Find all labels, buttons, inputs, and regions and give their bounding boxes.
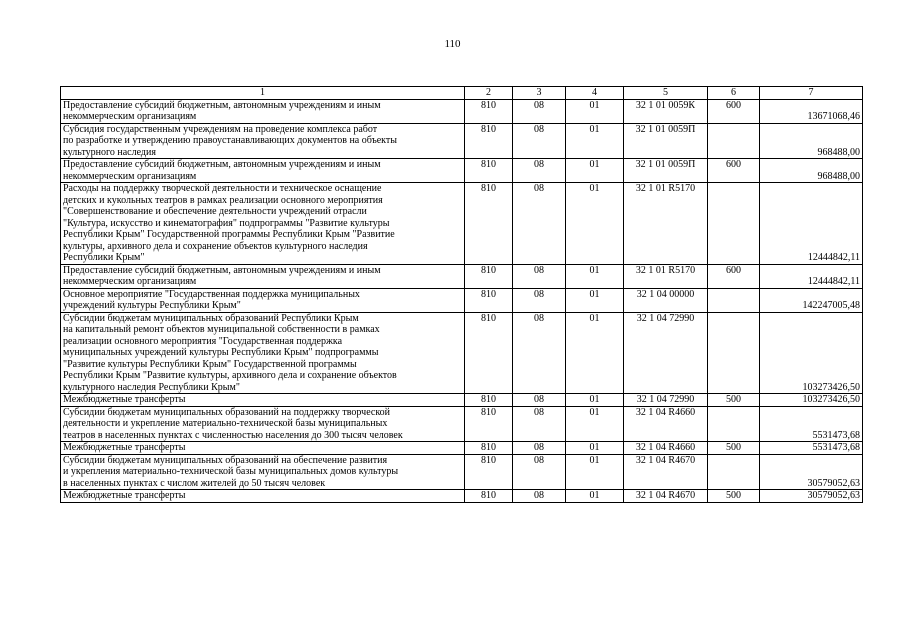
cell-col-5: 32 1 04 R4660: [624, 406, 708, 442]
cell-col-5: 32 1 04 R4670: [624, 490, 708, 503]
cell-name: Межбюджетные трансферты: [61, 442, 465, 455]
cell-col-7: 103273426,50: [760, 394, 863, 407]
header-col-7: 7: [760, 87, 863, 100]
cell-col-2: 810: [465, 490, 513, 503]
cell-col-4: 01: [566, 490, 624, 503]
cell-col-3: 08: [513, 406, 566, 442]
cell-col-7: 5531473,68: [760, 406, 863, 442]
table-row: [61, 123, 863, 159]
cell-col-7: 30579052,63: [760, 490, 863, 503]
cell-col-5: 32 1 04 R4660: [624, 442, 708, 455]
header-col-4: 4: [566, 87, 624, 100]
cell-col-6: [708, 288, 760, 312]
cell-col-7: 5531473,68: [760, 442, 863, 455]
cell-col-6: 500: [708, 490, 760, 503]
cell-col-6: 500: [708, 394, 760, 407]
cell-col-7: 142247005,48: [760, 288, 863, 312]
header-col-6: 6: [708, 87, 760, 100]
cell-col-7: 968488,00: [760, 159, 863, 183]
header-row: [61, 87, 863, 100]
cell-col-3: 08: [513, 123, 566, 159]
cell-col-7: 12444842,11: [760, 264, 863, 288]
cell-col-2: 810: [465, 183, 513, 265]
table-row: [61, 312, 863, 394]
cell-col-3: 08: [513, 490, 566, 503]
cell-col-4: 01: [566, 183, 624, 265]
cell-name: Расходы на поддержку творческой деятельности и техническое оснащение детских и кукольных театров в рамках реализации основного мероприятия "Совершенствование и обеспечение деятельности учреждений отрасли "Культура, искусство и кинематография" подпрограммы "Развитие культуры Республики Крым" Государственной программы Республики Крым "Развитие культуры, архивного дела и сохранение объектов культурного наследия Республики Крым": [61, 183, 465, 265]
cell-col-4: 01: [566, 312, 624, 394]
page-number: 110: [444, 38, 461, 50]
cell-col-3: 08: [513, 288, 566, 312]
table-row: [61, 99, 863, 123]
cell-col-5: 32 1 01 R5170: [624, 264, 708, 288]
cell-col-7: 13671068,46: [760, 99, 863, 123]
cell-col-7: 968488,00: [760, 123, 863, 159]
cell-col-4: 01: [566, 159, 624, 183]
cell-col-4: 01: [566, 264, 624, 288]
header-col-5: 5: [624, 87, 708, 100]
cell-col-2: 810: [465, 99, 513, 123]
cell-col-2: 810: [465, 454, 513, 490]
cell-col-3: 08: [513, 264, 566, 288]
table-row: [61, 490, 863, 503]
cell-col-4: 01: [566, 442, 624, 455]
cell-col-4: 01: [566, 406, 624, 442]
cell-col-4: 01: [566, 454, 624, 490]
cell-col-5: 32 1 04 00000: [624, 288, 708, 312]
cell-name: Основное мероприятие "Государственная поддержка муниципальных учреждений культуры Республики Крым": [61, 288, 465, 312]
cell-name: Субсидия государственным учреждениям на проведение комплекса работ по разработке и утверждению правоустанавливающих документов на объекты культурного наследия: [61, 123, 465, 159]
table-row: [61, 288, 863, 312]
cell-col-5: 32 1 01 0059П: [624, 123, 708, 159]
cell-col-3: 08: [513, 99, 566, 123]
cell-name: Предоставление субсидий бюджетным, автономным учреждениям и иным некоммерческим организациям: [61, 159, 465, 183]
cell-col-5: 32 1 01 R5170: [624, 183, 708, 265]
table-row: [61, 442, 863, 455]
cell-col-4: 01: [566, 123, 624, 159]
cell-col-5: 32 1 01 0059К: [624, 99, 708, 123]
table-row: [61, 159, 863, 183]
cell-name: Межбюджетные трансферты: [61, 490, 465, 503]
cell-col-6: 600: [708, 264, 760, 288]
table-row: [61, 264, 863, 288]
cell-col-4: 01: [566, 394, 624, 407]
table-row: [61, 394, 863, 407]
cell-name: Субсидии бюджетам муниципальных образований на обеспечение развития и укрепления материально-технической базы муниципальных домов культуры в населенных пунктах с числом жителей до 50 тысяч человек: [61, 454, 465, 490]
cell-col-3: 08: [513, 159, 566, 183]
cell-col-3: 08: [513, 312, 566, 394]
budget-table: [60, 86, 863, 503]
cell-col-7: 103273426,50: [760, 312, 863, 394]
cell-col-2: 810: [465, 442, 513, 455]
cell-col-6: [708, 123, 760, 159]
cell-col-2: 810: [465, 312, 513, 394]
table-row: [61, 454, 863, 490]
cell-col-6: [708, 454, 760, 490]
cell-col-6: [708, 312, 760, 394]
cell-col-2: 810: [465, 288, 513, 312]
cell-name: Предоставление субсидий бюджетным, автономным учреждениям и иным некоммерческим организациям: [61, 264, 465, 288]
cell-col-5: 32 1 04 72990: [624, 312, 708, 394]
cell-col-6: 600: [708, 159, 760, 183]
cell-col-6: [708, 406, 760, 442]
cell-col-5: 32 1 01 0059П: [624, 159, 708, 183]
cell-col-2: 810: [465, 406, 513, 442]
cell-name: Субсидии бюджетам муниципальных образований Республики Крым на капитальный ремонт объектов муниципальной собственности в рамках реализации основного мероприятия "Государственная поддержка муниципальных учреждений культуры Республики Крым" подпрограммы "Развитие культуры Республики Крым" Государственной программы Республики Крым "Развитие культуры, архивного дела и сохранение объектов культурного наследия Республики Крым": [61, 312, 465, 394]
cell-col-5: 32 1 04 72990: [624, 394, 708, 407]
cell-col-3: 08: [513, 394, 566, 407]
header-col-1: 1: [61, 87, 465, 100]
cell-col-6: 500: [708, 442, 760, 455]
cell-name: Предоставление субсидий бюджетным, автономным учреждениям и иным некоммерческим организациям: [61, 99, 465, 123]
cell-col-3: 08: [513, 183, 566, 265]
cell-col-5: 32 1 04 R4670: [624, 454, 708, 490]
cell-name: Межбюджетные трансферты: [61, 394, 465, 407]
cell-col-3: 08: [513, 454, 566, 490]
cell-col-7: 12444842,11: [760, 183, 863, 265]
table-row: [61, 406, 863, 442]
cell-col-2: 810: [465, 159, 513, 183]
cell-col-2: 810: [465, 264, 513, 288]
cell-col-6: 600: [708, 99, 760, 123]
cell-col-2: 810: [465, 394, 513, 407]
table-row: [61, 183, 863, 265]
cell-col-3: 08: [513, 442, 566, 455]
table-body: [61, 99, 863, 502]
cell-col-7: 30579052,63: [760, 454, 863, 490]
cell-col-2: 810: [465, 123, 513, 159]
header-col-3: 3: [513, 87, 566, 100]
cell-col-4: 01: [566, 99, 624, 123]
cell-name: Субсидии бюджетам муниципальных образований на поддержку творческой деятельности и укрепление материально-технической базы муниципальных театров в населенных пунктах с численностью населения до 300 тысяч человек: [61, 406, 465, 442]
header-col-2: 2: [465, 87, 513, 100]
cell-col-6: [708, 183, 760, 265]
cell-col-4: 01: [566, 288, 624, 312]
